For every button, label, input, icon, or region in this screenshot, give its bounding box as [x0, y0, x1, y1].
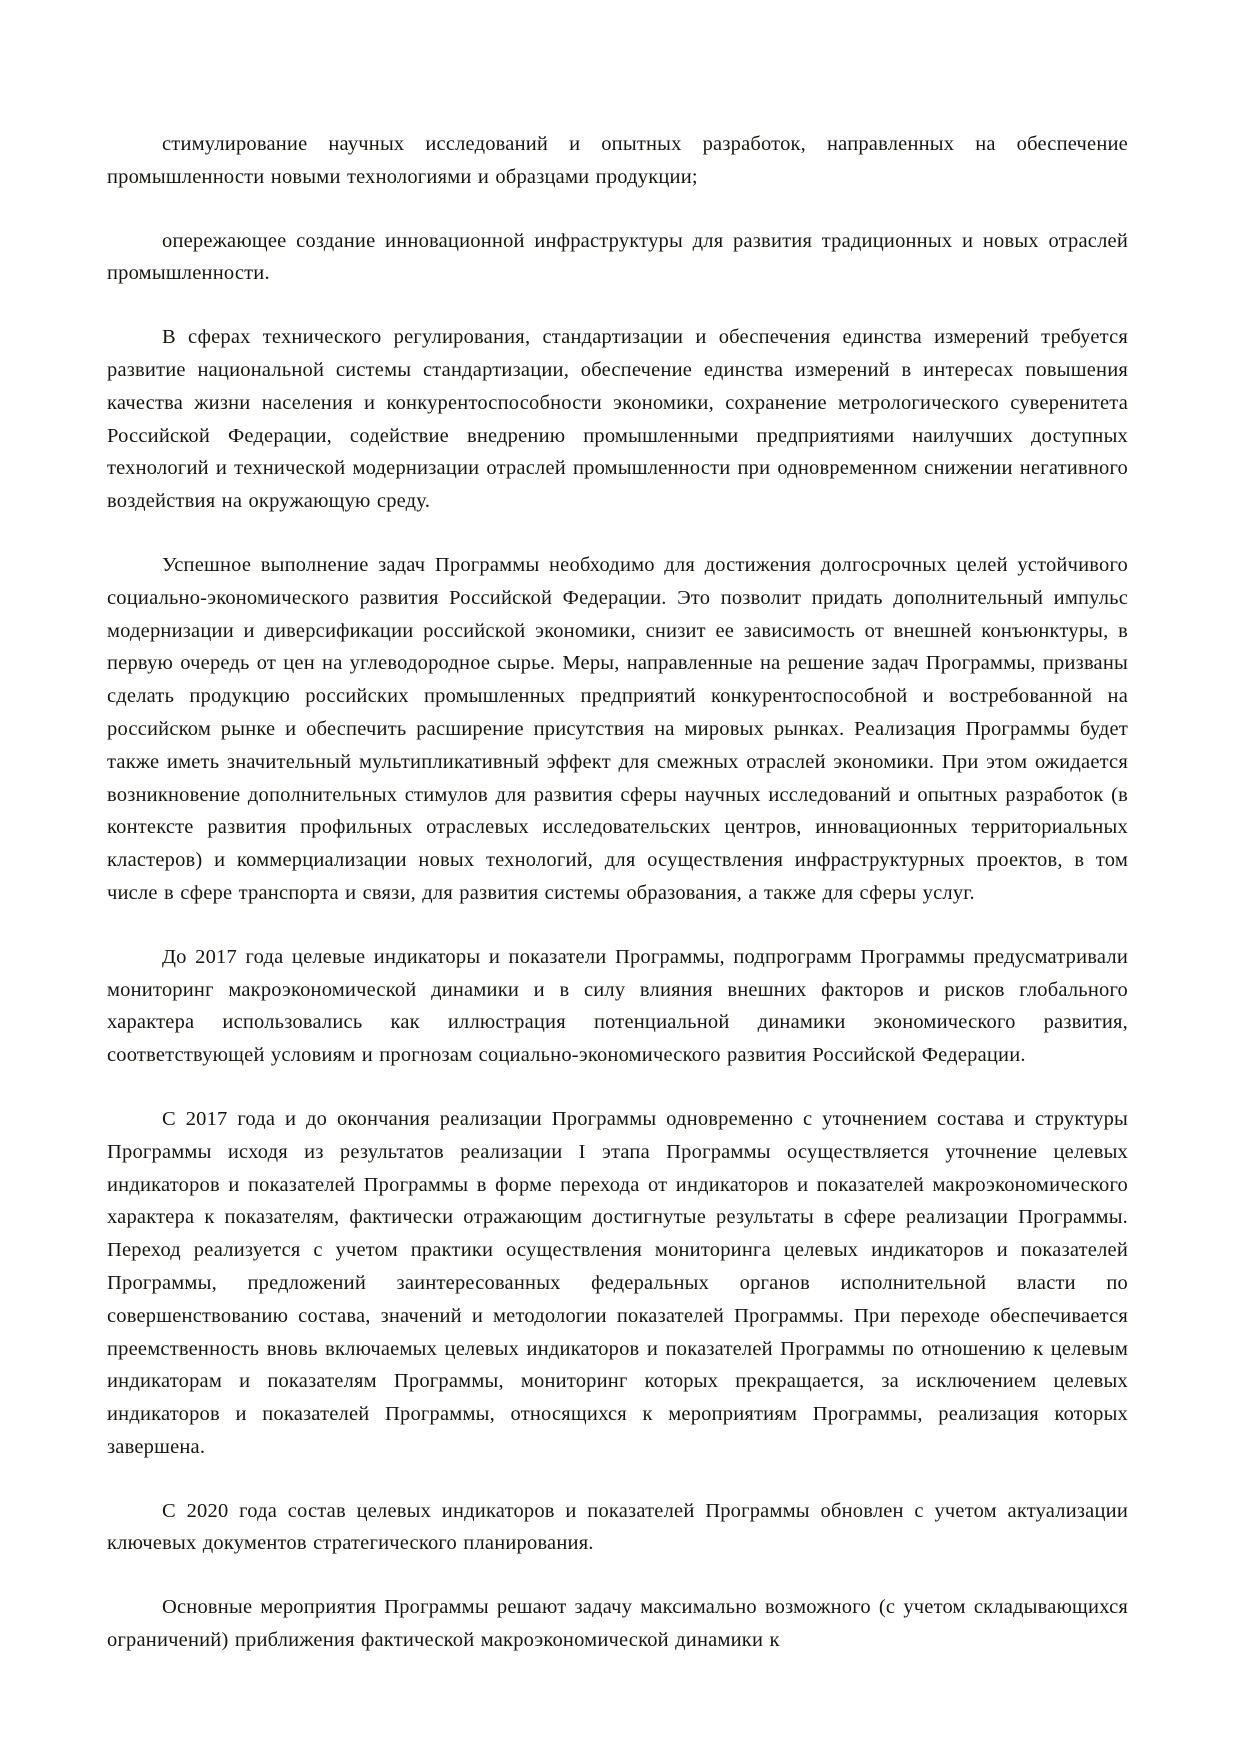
- paragraph: стимулирование научных исследований и опытных разработок, направленных на обеспечение промышленности новыми технологиями и образцами продукции;: [107, 133, 1128, 188]
- paragraph: В сферах технического регулирования, стандартизации и обеспечения единства измерений требуется развитие национальной системы стандартизации, обеспечение единства измерений в интересах повышения качества жизни населения и конкурентоспособности экономики, сохранение метрологического суверенитета Российской Федерации, содействие внедрению промышленными предприятиями наилучших доступных технологий и технической модернизации отраслей промышленности при одновременном снижении негативного воздействия на окружающую среду.: [107, 326, 1128, 513]
- document-body: [107, 128, 1128, 1657]
- paragraph: опережающее создание инновационной инфраструктуры для развития традиционных и новых отраслей промышленности.: [107, 229, 1128, 285]
- paragraph: С 2020 года состав целевых индикаторов и показателей Программы обновлен с учетом актуализации ключевых документов стратегического планирования.: [107, 1499, 1128, 1555]
- paragraph: До 2017 года целевые индикаторы и показатели Программы, подпрограмм Программы предусматривали мониторинг макроэкономической динамики и в силу влияния внешних факторов и рисков глобального характера использовались как иллюстрация потенциальной динамики экономического развития, соответствующей условиям и прогнозам социально-экономического развития Российской Федерации.: [107, 945, 1128, 1067]
- paragraph: Основные мероприятия Программы решают задачу максимально возможного (с учетом складывающихся ограничений) приближения фактической макроэкономической динамики к: [107, 1596, 1128, 1652]
- paragraph: Успешное выполнение задач Программы необходимо для достижения долгосрочных целей устойчивого социально-экономического развития Российской Федерации. Это позволит придать дополнительный импульс модернизации и диверсификации российской экономики, снизит ее зависимость от внешней конъюнктуры, в первую очередь от цен на углеводородное сырье. Меры, направленные на решение задач Программы, призваны сделать продукцию российских промышленных предприятий конкурентоспособной и востребованной на российском рынке и обеспечить расширение присутствия на мировых рынках. Реализация Программы будет также иметь значительный мультипликативный эффект для смежных отраслей экономики. При этом ожидается возникновение дополнительных стимулов для развития сферы научных исследований и опытных разработок (в контексте развития профильных отраслевых исследовательских центров, инновационных территориальных кластеров) и коммерциализации новых технологий, для осуществления инфраструктурных проектов, в том числе в сфере транспорта и связи, для развития системы образования, а также для сферы услуг.: [107, 553, 1128, 904]
- paragraph: С 2017 года и до окончания реализации Программы одновременно с уточнением состава и структуры Программы исходя из результатов реализации I этапа Программы осуществляется уточнение целевых индикаторов и показателей Программы в форме перехода от индикаторов и показателей макроэкономического характера к показателям, фактически отражающим достигнутые результаты в сфере реализации Программы. Переход реализуется с учетом практики осуществления мониторинга целевых индикаторов и показателей Программы, предложений заинтересованных федеральных органов исполнительной власти по совершенствованию состава, значений и методологии показателей Программы. При переходе обеспечивается преемственность вновь включаемых целевых индикаторов и показателей Программы по отношению к целевым индикаторам и показателям Программы, мониторинг которых прекращается, за исключением целевых индикаторов и показателей Программы, относящихся к мероприятиям Программы, реализация которых завершена.: [107, 1107, 1128, 1458]
